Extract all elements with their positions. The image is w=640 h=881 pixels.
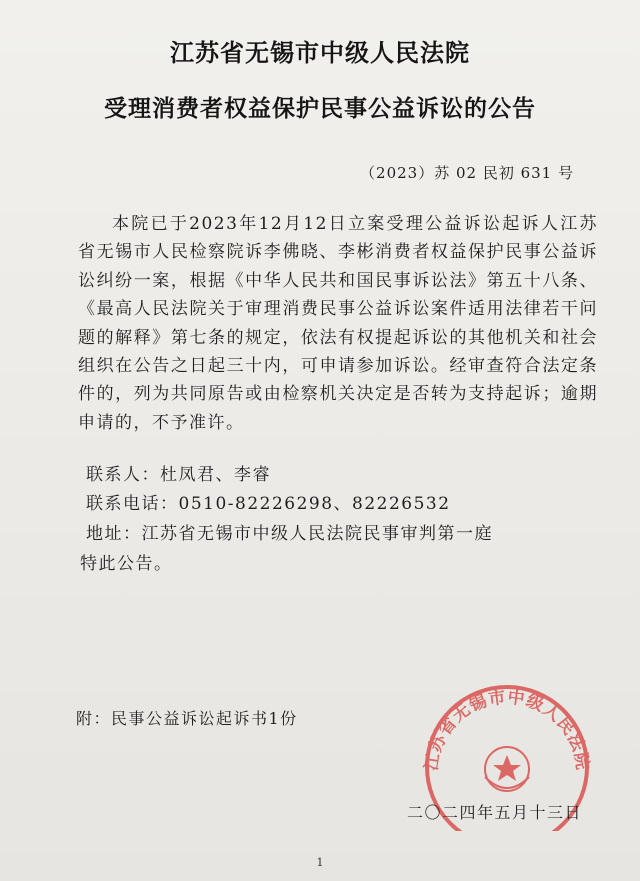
contact-phone: 联系电话：0510-82226298、82226532 [86, 494, 451, 514]
issue-date: 二〇二四年五月十三日 [406, 803, 582, 822]
notice-title: 受理消费者权益保护民事公益诉讼的公告 [104, 96, 536, 122]
case-number: （2023）苏 02 民初 631 号 [360, 164, 574, 182]
svg-text:江苏省无锡市中级人民法院: 江苏省无锡市中级人民法院 [421, 687, 593, 772]
contact-person: 联系人：杜凤君、李睿 [86, 465, 271, 485]
attachment-note: 附：民事公益诉讼起诉书1份 [76, 709, 298, 728]
court-name: 江苏省无锡市中级人民法院 [170, 39, 470, 67]
court-address: 地址：江苏省无锡市中级人民法院民事审判第一庭 [86, 524, 493, 544]
page-number: 1 [316, 856, 324, 869]
notice-body: 本院已于2023年12月12日立案受理公益诉讼起诉人江苏省无锡市人民检察院诉李佛晓、李彬消费者权益保护民事公益诉讼纠纷一案，根据《中华人民共和国民事诉讼法》第五十八条、《最高人民法院关于审理消费民事公益诉讼案件适用法律若干问题的解释》第七条的规定，依法有权提起诉讼的其他机关和社会组织在公告之日起三十内，可申请参加诉讼。经审查符合法定条件的，列为共同原告或由检察机关决定是否转为支持起诉；逾期申请的，不予准许。 [78, 214, 598, 433]
closing-remark: 特此公告。 [80, 554, 173, 574]
